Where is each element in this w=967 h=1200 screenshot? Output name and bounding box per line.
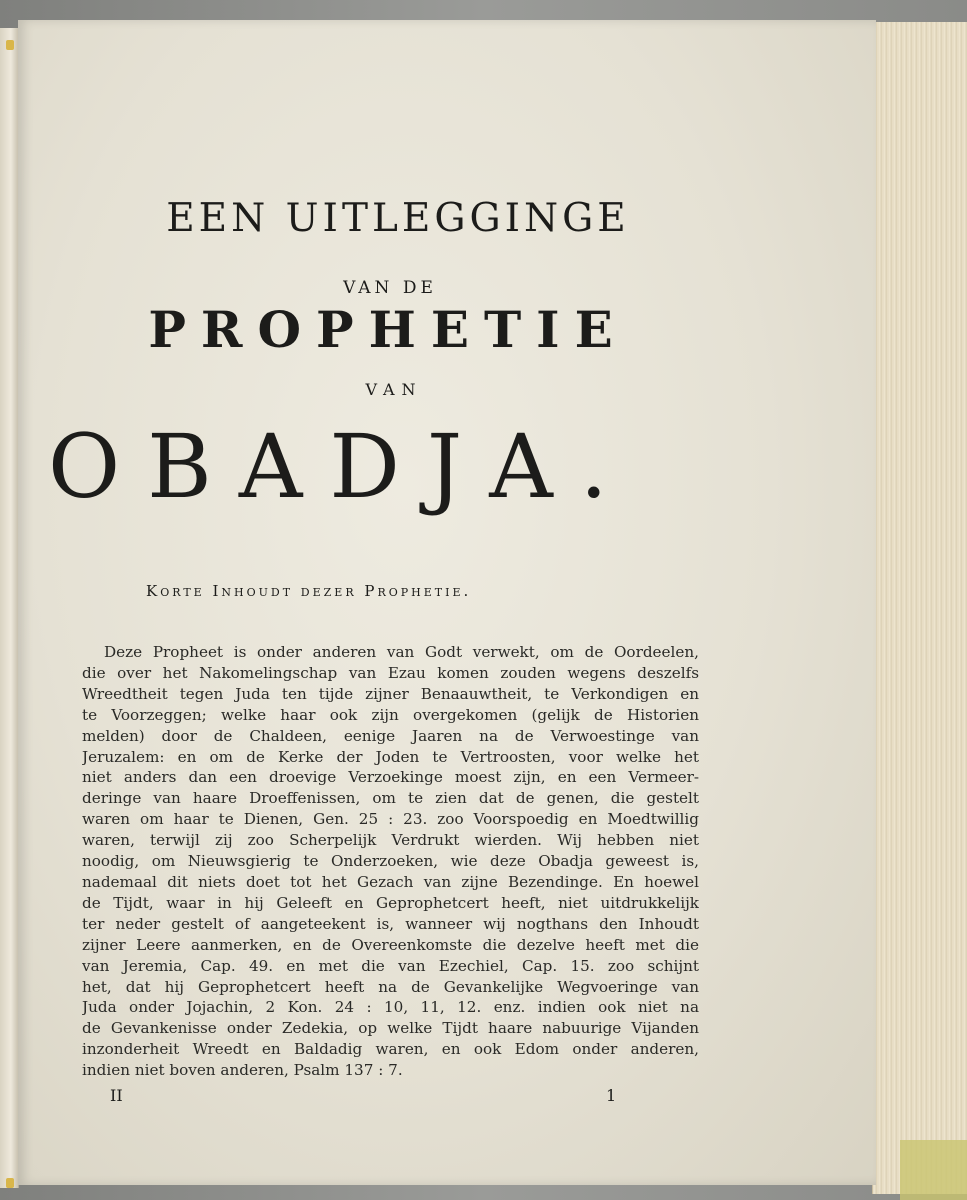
section-heading: Korte Inhoudt dezer Prophetie. (146, 582, 472, 600)
text-line: zijner Leere aanmerken, en de Overeenkomste die dezelve heeft met die (82, 935, 699, 954)
binding-thread (6, 40, 14, 50)
text-line: waren, terwijl zij zoo Scherpelijk Verdrukt wierden. Wij hebben niet (82, 831, 699, 850)
signature-mark: II (110, 1086, 123, 1105)
text-line: de Gevankenisse onder Zedekia, op welke Tijdt haare nabuurige Vijanden (82, 1019, 699, 1038)
text-line: deringe van haare Droeffenissen, om te zien dat de genen, die gestelt (82, 789, 699, 808)
previous-page-edge (0, 28, 19, 1188)
text-line: nademaal dit niets doet tot het Gezach van zijne Bezendinge. En hoewel (82, 872, 699, 891)
book-page-block (872, 22, 967, 1194)
book-page (18, 20, 876, 1185)
title-line-2: VAN DE (343, 278, 437, 298)
text-line: de Tijdt, waar in hij Geleeft en Geprophetcert heeft, niet uitdrukkelijk (82, 893, 699, 912)
text-line: niet anders dan een droevige Verzoekinge moest zijn, en een Vermeer- (82, 768, 699, 787)
title-line-4: VAN (365, 380, 423, 399)
text-line: van Jeremia, Cap. 49. en met die van Ezechiel, Cap. 15. zoo schijnt (82, 956, 699, 975)
text-line: melden) door de Chaldeen, eenige Jaaren na de Verwoestinge van (82, 726, 699, 745)
body-text (82, 642, 699, 1081)
text-line: Juda onder Jojachin, 2 Kon. 24 : 10, 11, 12. enz. indien ook niet na (82, 998, 699, 1017)
title-line-5: OBADJA. (48, 415, 635, 518)
text-line: Jeruzalem: en om de Kerke der Joden te Vertroosten, voor welke het (82, 747, 699, 766)
text-line: waren om haar te Dienen, Gen. 25 : 23. zoo Voorspoedig en Moedtwillig (82, 810, 699, 829)
text-line: inzonderheit Wreedt en Baldadig waren, en ook Edom onder anderen, (82, 1040, 699, 1059)
title-line-1: EEN UITLEGGINGE (166, 196, 630, 241)
text-line: indien niet boven anderen, Psalm 137 : 7. (82, 1061, 403, 1080)
binding-thread (6, 1178, 14, 1188)
text-line: ter neder gestelt of aangeteekent is, wanneer wij nogthans den Inhoudt (82, 914, 699, 933)
page-number: 1 (606, 1086, 617, 1105)
text-line: Deze Propheet is onder anderen van Godt verwekt, om de Oordeelen, (104, 643, 699, 661)
title-line-3: PROPHETIE (148, 300, 628, 359)
book-cover-edge (900, 1140, 967, 1200)
text-line: te Voorzeggen; welke haar ook zijn overgekomen (gelijk de Historien (82, 705, 699, 724)
text-line: Wreedtheit tegen Juda ten tijde zijner Benaauwtheit, te Verkondigen en (82, 684, 699, 703)
text-line: noodig, om Nieuwsgierig te Onderzoeken, wie deze Obadja geweest is, (82, 852, 699, 871)
text-line: het, dat hij Geprophetcert heeft na de Gevankelijke Wegvoeringe van (82, 977, 699, 996)
text-line: die over het Nakomelingschap van Ezau komen zouden wegens deszelfs (82, 663, 699, 682)
